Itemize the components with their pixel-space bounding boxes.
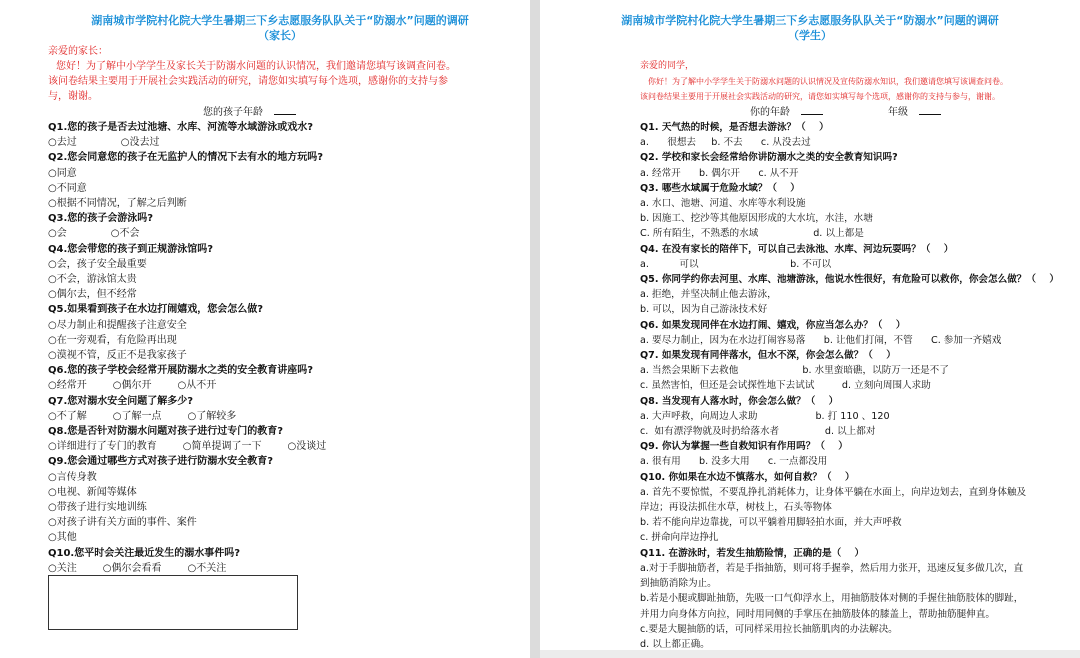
parent-radio-option[interactable]: ○偶尔开 (112, 380, 152, 392)
student-question: Q9. 你认为掌握一些自救知识有作用吗？（ ） (640, 441, 848, 453)
parent-radio-option[interactable]: ○经常开 (48, 380, 87, 392)
parent-question: Q7.您对溺水安全问题了解多少? (48, 395, 194, 407)
parent-option-row (48, 181, 518, 196)
student-option-line[interactable]: b. 若不能向岸边靠拢，可以平躺着用脚轻拍水面，并大声呼救 (640, 517, 902, 529)
student-question: Q1. 天气热的时候，是否想去游泳？（ ） (640, 122, 829, 133)
student-option-line[interactable]: a. 当然会果断下去救他 b. 水里蛮暗礁，以防万一还是不了 (640, 365, 949, 377)
parent-radio-option[interactable]: ○不关注 (187, 562, 227, 574)
parent-radio-option[interactable]: ○带孩子进行实地训练 (48, 502, 147, 514)
parent-radio-option[interactable]: ○去过 (48, 137, 77, 149)
student-question: Q8. 当发现有人落水时，你会怎么做？（ ） (640, 395, 839, 407)
student-option-line[interactable]: 到抽筋消除为止。 (640, 578, 717, 590)
student-question: Q11. 在游泳时，若发生抽筋险情，正确的是（ ） (640, 547, 865, 559)
parent-option-row (48, 166, 518, 181)
parent-radio-option[interactable]: ○了解一点 (112, 410, 162, 422)
parent-intro-line-3: 与，谢谢。 (48, 91, 98, 102)
student-grade-field (888, 105, 941, 120)
parent-radio-option[interactable]: ○会，孩子安全最重要 (48, 258, 147, 270)
parent-radio-option[interactable]: ○言传身教 (48, 471, 97, 483)
parent-option-row (48, 257, 518, 272)
student-question: Q3. 哪些水域属于危险水域？（ ） (640, 182, 800, 194)
parent-radio-option[interactable]: ○偶尔会看看 (102, 562, 162, 574)
parent-comment-box[interactable] (48, 575, 298, 630)
parent-question: Q10.您平时会关注最近发生的溺水事件吗? (48, 547, 241, 559)
student-age-blank[interactable] (801, 106, 823, 115)
parent-doc-title: 湖南城市学院村化院大学生暑期三下乡志愿服务队队关于“防溺水”问题的调研 (91, 14, 469, 27)
student-intro-line-2: 该问卷结果主要用于开展社会实践活动的研究，请您如实填写每个选项，感谢你的支持与参与，谢谢。 (640, 92, 1000, 101)
parent-radio-option[interactable]: ○偶尔去，但不经常 (48, 289, 137, 301)
parent-radio-option[interactable]: ○漠视不管，反正不是我家孩子 (48, 350, 187, 362)
student-doc-title: 湖南城市学院村化院大学生暑期三下乡志愿服务队队关于“防溺水”问题的调研 (621, 14, 999, 27)
parent-radio-option[interactable]: ○不会，游泳馆太贵 (48, 274, 137, 286)
student-grade-blank[interactable] (919, 106, 941, 115)
student-option-line[interactable]: a. 首先不要惊慌，不要乱挣扎消耗体力，让身体平躺在水面上，向岸边划去，直到身体触及 (640, 486, 1027, 498)
parent-question: Q6.您的孩子学校会经常开展防溺水之类的安全教育讲座吗? (48, 365, 314, 377)
student-question: Q4. 在没有家长的陪伴下，可以自己去泳池、水库、河边玩耍吗？（ ） (640, 243, 954, 255)
parent-question: Q8.您是否针对防溺水问题对孩子进行过专门的教育? (48, 426, 284, 438)
student-question: Q6. 如果发现同伴在水边打闹、嬉戏，你应当怎么办？（ ） (640, 319, 906, 331)
student-option-line[interactable]: c. 如有漂浮物就及时扔给落水者 d. 以上都对 (640, 426, 876, 438)
student-doc-subtitle: （学生） (788, 29, 832, 42)
parent-radio-option[interactable]: ○从不开 (177, 380, 217, 392)
parent-option-row (48, 378, 518, 393)
parent-questionnaire-page (0, 0, 530, 658)
parent-radio-option[interactable]: ○其他 (48, 532, 77, 544)
student-option-line[interactable]: 岸边；再设法抓住水草，树枝上，石头等物体 (640, 502, 832, 514)
parent-radio-option[interactable]: ○尽力制止和提醒孩子注意安全 (48, 319, 187, 331)
student-question: Q5. 你同学约你去河里、水库、池塘游泳，他说水性很好，有危险可以救你，你会怎么做？（ ） (640, 274, 1059, 286)
parent-question: Q2.您会同意您的孩子在无监护人的情况下去有水的地方玩吗? (48, 152, 324, 164)
student-option-line[interactable]: c. 拼命向岸边挣扎 (640, 532, 719, 544)
student-option-line[interactable]: b. 因施工、挖沙等其他原因形成的大水坑，水洼，水塘 (640, 213, 873, 225)
student-option-line[interactable]: 并用力向身体方向拉，同时用同侧的手掌压在抽筋肢体的膝盖上，帮助抽筋腿伸直。 (640, 608, 995, 620)
parent-radio-option[interactable]: ○根据不同情况，了解之后判断 (48, 198, 187, 210)
parent-radio-option[interactable]: ○电视、新闻等媒体 (48, 486, 137, 498)
parent-option-row (48, 272, 518, 287)
student-option-line[interactable]: c.要是大腿抽筋的话，可同样采用拉长抽筋肌肉的办法解决。 (640, 623, 898, 635)
parent-option-row (48, 409, 518, 424)
student-option-line[interactable]: a. 拒绝，并坚决制止他去游泳， (640, 289, 777, 301)
student-option-line[interactable]: b.若是小腿或脚趾抽筋，先吸一口气仰浮水上，用抽筋肢体对侧的手握住抽筋肢体的脚趾， (640, 593, 1024, 605)
student-option-line[interactable]: C. 所有陌生，不熟悉的水域 d. 以上都是 (640, 228, 864, 240)
parent-radio-option[interactable]: ○没去过 (120, 137, 160, 149)
student-option-line[interactable]: b. 可以，因为自己游泳技术好 (640, 304, 768, 316)
parent-option-row (48, 530, 518, 545)
parent-option-row (48, 439, 518, 454)
parent-option-row (48, 287, 518, 302)
parent-radio-option[interactable]: ○不会 (110, 228, 140, 240)
parent-intro-line-1: 您好！为了解中小学学生及家长关于防溺水问题的认识情况，我们邀请您填写该调查问卷。 (56, 61, 456, 72)
parent-radio-option[interactable]: ○会 (48, 228, 67, 240)
parent-option-row (48, 333, 518, 348)
parent-radio-option[interactable]: ○没谈过 (287, 441, 327, 453)
parent-radio-option[interactable]: ○简单提调了一下 (182, 441, 262, 453)
parent-option-row (48, 226, 518, 241)
student-option-line[interactable]: a. 很想去 b. 不去 c. 从没去过 (640, 137, 811, 149)
parent-radio-option[interactable]: ○关注 (48, 562, 77, 574)
student-question: Q2. 学校和家长会经常给你讲防溺水之类的安全教育知识吗? (640, 152, 898, 164)
student-questionnaire-page (540, 0, 1080, 658)
parent-option-row (48, 470, 518, 485)
parent-radio-option[interactable]: ○了解较多 (187, 410, 237, 422)
parent-option-row (48, 515, 518, 530)
parent-radio-option[interactable]: ○在一旁观看，有危险再出现 (48, 334, 177, 346)
parent-intro-line-2: 该问卷结果主要用于开展社会实践活动的研究，请您如实填写每个选项，感谢你的支持与参 (48, 76, 448, 87)
parent-question: Q9.您会通过哪些方式对孩子进行防溺水安全教育? (48, 456, 274, 468)
parent-age-label: 您的孩子年龄 (203, 107, 263, 118)
parent-question: Q3.您的孩子会游泳吗? (48, 213, 154, 225)
parent-option-row (48, 485, 518, 500)
parent-radio-option[interactable]: ○详细进行了专门的教育 (48, 441, 157, 453)
student-option-line[interactable]: a. 大声呼救，向周边人求助 b. 打 110 、120 (640, 410, 890, 422)
parent-option-row (48, 348, 518, 363)
student-question-list (640, 120, 1065, 652)
parent-radio-option[interactable]: ○不同意 (48, 182, 87, 194)
horizontal-scrollbar[interactable] (540, 650, 1080, 658)
student-intro-line-1: 你好！为了解中小学学生关于防溺水问题的认识情况及宣传防溺水知识，我们邀请您填写该调查问卷。 (648, 77, 1008, 86)
student-option-line[interactable]: d. 以上都正确。 (640, 638, 710, 650)
parent-option-row (48, 196, 518, 211)
parent-age-field (203, 105, 296, 120)
student-age-label: 你的年龄 (750, 107, 790, 118)
parent-option-row (48, 135, 518, 150)
parent-question: Q1.您的孩子是否去过池塘、水库、河流等水域游泳或戏水? (48, 122, 314, 133)
student-option-line[interactable]: a. 水口、池塘、河道、水库等水利设施 (640, 198, 806, 210)
parent-radio-option[interactable]: ○同意 (48, 167, 77, 179)
student-question: Q10. 你如果在水边不慎落水，如何自救？（ ） (640, 471, 855, 483)
student-option-line[interactable]: a. 可以 b. 不可以 (640, 258, 832, 270)
student-grade-label: 年级 (888, 107, 908, 118)
parent-doc-subtitle: （家长） (258, 29, 302, 42)
student-option-line[interactable]: a.对于手脚抽筋者，若是手指抽筋，则可将手握拳，然后用力张开，迅速反复多做几次，直 (640, 562, 1024, 574)
student-age-field (750, 105, 823, 120)
parent-question: Q4.您会带您的孩子到正规游泳馆吗? (48, 243, 214, 255)
parent-option-row (48, 561, 518, 576)
student-greeting: 亲爱的同学， (640, 61, 695, 71)
student-option-line[interactable]: c. 虽然害怕，但还是会试探性地下去试试 d. 立刻向周围人求助 (640, 380, 931, 392)
parent-question: Q5.如果看到孩子在水边打闹嬉戏，您会怎么做? (48, 304, 264, 316)
parent-greeting: 亲爱的家长： (48, 46, 108, 57)
parent-radio-option[interactable]: ○不了解 (48, 410, 87, 422)
student-option-line[interactable]: a. 要尽力制止，因为在水边打闹容易落 b. 让他们打闹，不管 C. 参加一齐嬉戏 (640, 334, 1002, 346)
parent-option-row (48, 500, 518, 515)
parent-question-list (48, 120, 518, 576)
parent-option-row (48, 318, 518, 333)
parent-radio-option[interactable]: ○对孩子讲有关方面的事件、案件 (48, 517, 197, 529)
student-question: Q7. 如果发现有同伴落水，但水不深，你会怎么做？（ ） (640, 350, 896, 362)
student-option-line[interactable]: a. 经常开 b. 偶尔开 c. 从不开 (640, 167, 799, 179)
parent-age-blank[interactable] (274, 106, 296, 115)
student-option-line[interactable]: a. 很有用 b. 没多大用 c. 一点都没用 (640, 456, 828, 468)
